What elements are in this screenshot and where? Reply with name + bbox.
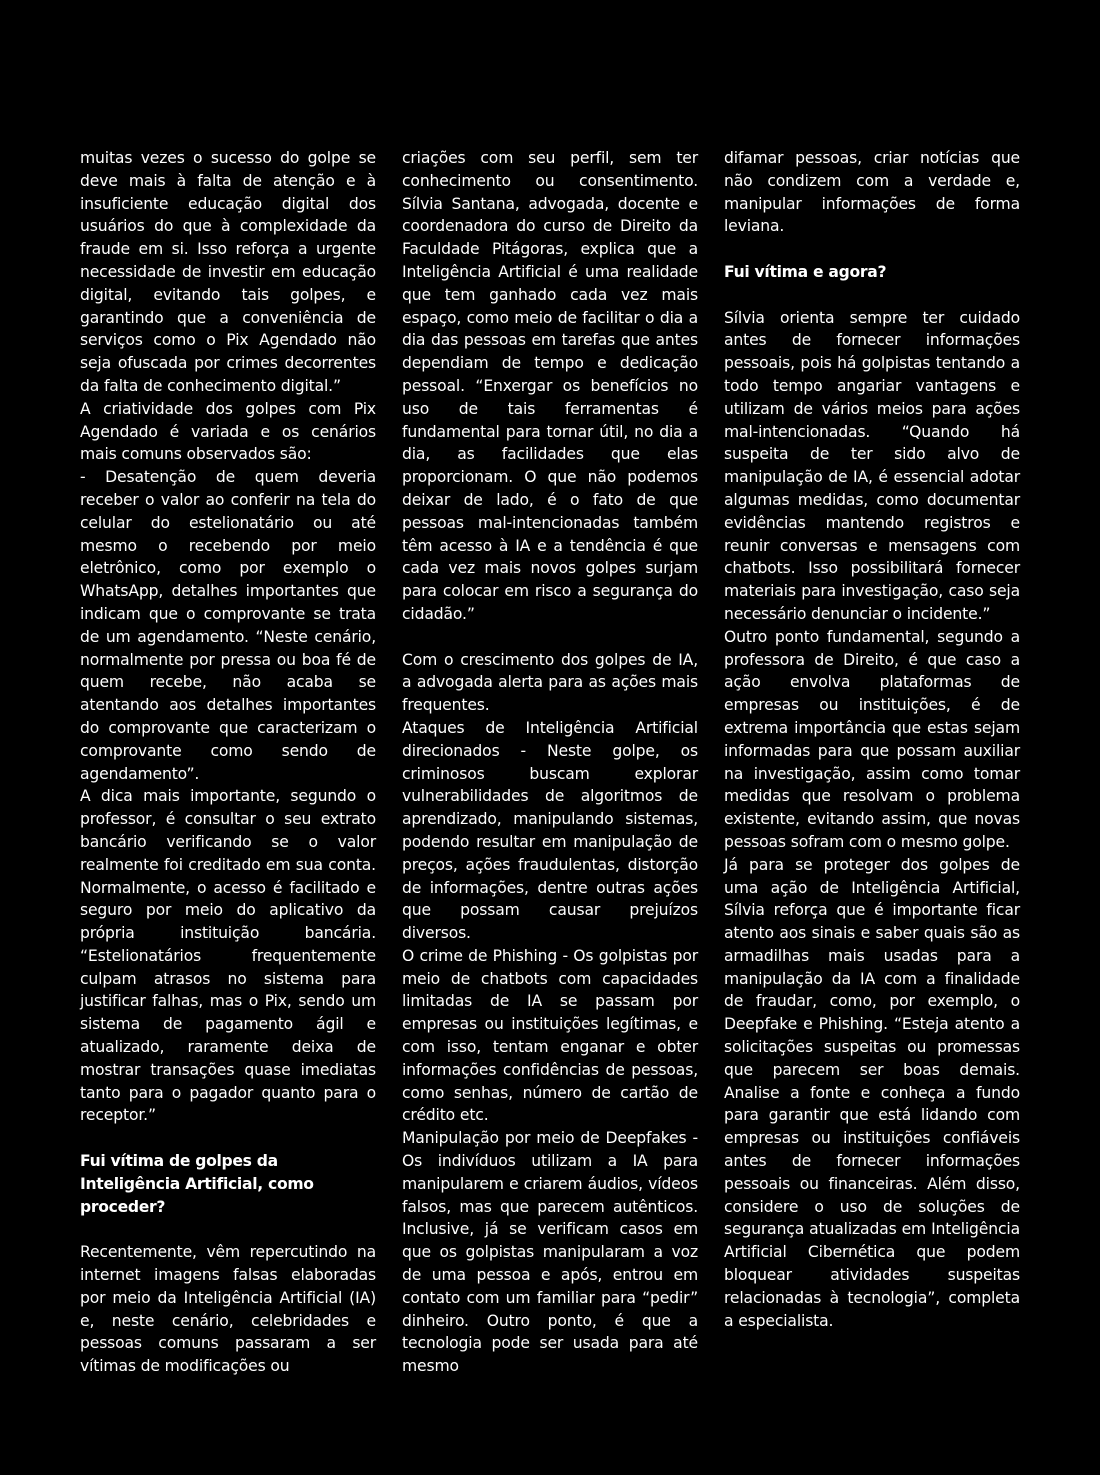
paragraph: Com o crescimento dos golpes de IA, a advogada alerta para as ações mais frequentes. — [402, 650, 698, 715]
paragraph: criações com seu perfil, sem ter conhecimento ou consentimento. Sílvia Santana, advogada, docente e coordenadora do curso de Direito da Faculdade Pitágoras, explica que a Inteligência Artificial é uma realidade que tem ganhado cada vez mais espaço, como meio de facilitar o dia a dia das pessoas em tarefas que antes dependiam de tempo e dedicação pessoal. “Enxergar os benefícios no uso de tais ferramentas é fundamental para tornar útil, no dia a dia, as facilidades que elas proporcionam. O que não podemos deixar de lado, é o fato de que pessoas mal-intencionadas também têm acesso à IA e a tendência é que cada vez mais novos golpes surjam para colocar em risco a segurança do cidadão.” — [402, 149, 698, 623]
paragraph: Já para se proteger dos golpes de uma ação de Inteligência Artificial, Sílvia reforça que é importante ficar atento aos sinais e saber quais são as armadilhas mais usadas para a manipulação da IA com a finalidade de fraudar, como, por exemplo, o Deepfake e Phishing. “Esteja atento a solicitações suspeitas ou promessas que parecem ser boas demais. Analise a fonte e conheça a fundo para garantir que está lidando com empresas ou instituições confiáveis antes de fornecer informações pessoais ou financeiras. Além disso, considere o uso de soluções de segurança atualizadas em Inteligência Artificial Cibernética que podem bloquear atividades suspeitas relacionadas à tecnologia”, completa a especialista. — [724, 855, 1020, 1330]
paragraph: muitas vezes o sucesso do golpe se deve mais à falta de atenção e à insuficiente educação digital dos usuários do que à complexidade da fraude em si. Isso reforça a urgente necessidade de investir em educação digital, evitando tais golpes, e garantindo que a conveniência de serviços como o Pix Agendado não seja ofuscada por crimes decorrentes da falta de conhecimento digital.” — [80, 149, 376, 395]
paragraph: Manipulação por meio de Deepfakes - Os indivíduos utilizam a IA para manipularem e criarem áudios, vídeos falsos, mas que parecem autênticos. Inclusive, já se verificam casos em que os golpistas manipularam a voz de uma pessoa e após, entrou em contato com um familiar para “pedir” dinheiro. Outro ponto, é que a tecnologia pode ser usada para até mesmo — [402, 1129, 698, 1376]
section-heading: Fui vítima de golpes da Inteligência Artificial, como proceder? — [80, 1152, 314, 1216]
article-column-2 — [402, 147, 698, 1397]
paragraph: A criatividade dos golpes com Pix Agendado é variada e os cenários mais comuns observados são: — [80, 399, 376, 464]
article-page — [80, 147, 1020, 1397]
article-column-3 — [724, 147, 1020, 1397]
paragraph: Outro ponto fundamental, segundo a professora de Direito, é que caso a ação envolva plataformas de empresas ou instituições, é de extrema importância que estas sejam informadas para que possam auxiliar na investigação, assim como tomar medidas que resolvam o problema existente, evitando assim, que novas pessoas sofram com o mesmo golpe. — [724, 627, 1020, 851]
paragraph: A dica mais importante, segundo o professor, é consultar o seu extrato bancário verificando se o valor realmente foi creditado em sua conta. Normalmente, o acesso é facilitado e seguro por meio do aplicativo da própria instituição bancária. “Estelionatários frequentemente culpam atrasos no sistema para justificar falhas, mas o Pix, sendo um sistema de pagamento ágil e atualizado, raramente deixa de mostrar transações quase imediatas tanto para o pagador quanto para o receptor.” — [80, 787, 376, 1125]
paragraph: difamar pessoas, criar notícias que não condizem com a verdade e, manipular informações de forma leviana. — [724, 149, 1020, 236]
paragraph: Sílvia orienta sempre ter cuidado antes de fornecer informações pessoais, pois há golpistas tentando a todo tempo angariar vantagens e utilizam de vários meios para ações mal-intencionadas. “Quando há suspeita de ter sido alvo de manipulação de IA, é essencial adotar algumas medidas, como documentar evidências mantendo registros e reunir conversas e mensagens com chatbots. Isso possibilitará fornecer materiais para investigação, caso seja necessário denunciar o incidente.” — [724, 308, 1020, 623]
paragraph: Recentemente, vêm repercutindo na internet imagens falsas elaboradas por meio da Inteligência Artificial (IA) e, neste cenário, celebridades e pessoas comuns passaram a ser vítimas de modificações ou — [80, 1243, 376, 1376]
article-column-1 — [80, 147, 376, 1397]
paragraph: - Desatenção de quem deveria receber o valor ao conferir na tela do celular do estelionatário ou até mesmo o recebendo por meio eletrônico, como por exemplo o WhatsApp, detalhes importantes que indicam que o comprovante se trata de um agendamento. “Neste cenário, normalmente por pressa ou boa fé de quem recebe, não acaba se atentando aos detalhes importantes do comprovante que caracterizam o comprovante como sendo de agendamento”. — [80, 468, 376, 783]
paragraph: Ataques de Inteligência Artificial direcionados - Neste golpe, os criminosos buscam explorar vulnerabilidades de algoritmos de aprendizado, manipulando sistemas, podendo resultar em manipulação de preços, ações fraudulentas, distorção de informações, dentre outras ações que possam causar prejuízos diversos. — [402, 718, 698, 943]
section-heading: Fui vítima e agora? — [724, 262, 887, 281]
paragraph: O crime de Phishing - Os golpistas por meio de chatbots com capacidades limitadas de IA se passam por empresas ou instituições legítimas, e com isso, tentam enganar e obter informações confidências de pessoas, como senhas, número de cartão de crédito etc. — [402, 946, 698, 1125]
